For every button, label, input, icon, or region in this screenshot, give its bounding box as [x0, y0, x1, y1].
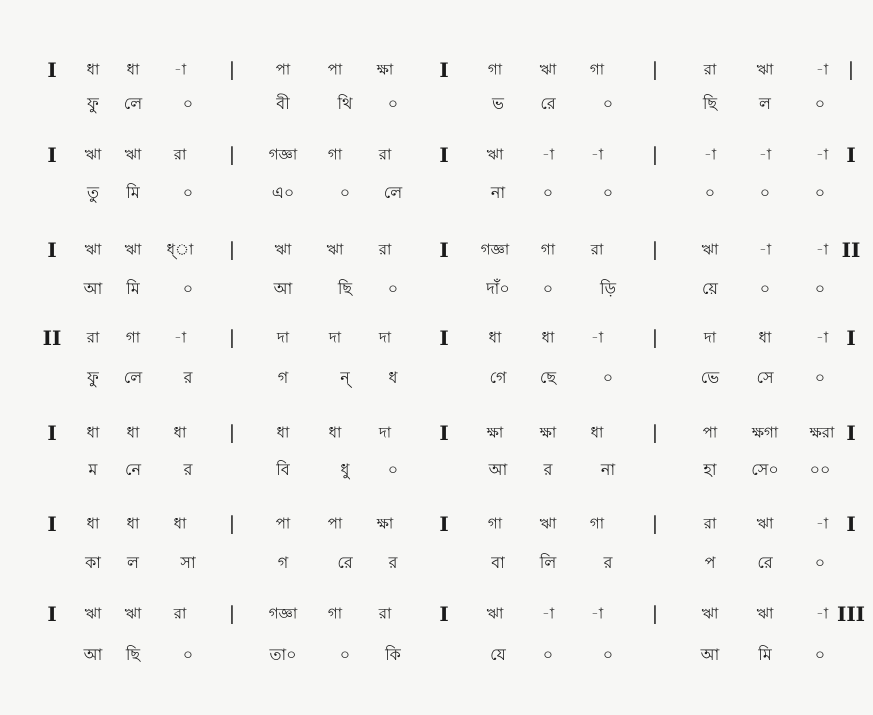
note-cell: ঋা	[701, 604, 719, 623]
lyric-syllable: তা০	[269, 645, 297, 664]
bar-line: |	[228, 143, 236, 166]
lyric-syllable: ০	[387, 279, 399, 298]
bar-line: I	[47, 512, 57, 536]
note-cell: -া	[590, 604, 604, 623]
lyric-syllable: ০	[182, 94, 194, 113]
bar-line: I	[47, 238, 57, 262]
lyric-syllable: ০	[339, 183, 351, 202]
note-cell: -া	[815, 145, 829, 164]
note-cell: ঋা	[756, 514, 774, 533]
note-cell: গজ্ঞা	[268, 145, 298, 164]
lyric-syllable: আ	[488, 460, 508, 479]
lyric-syllable: না	[600, 460, 616, 479]
note-cell: ক্ষা	[376, 60, 394, 79]
note-cell: -া	[815, 604, 829, 623]
lyric-syllable: ০	[542, 645, 554, 664]
bar-line: I	[846, 143, 856, 167]
bar-line: II	[42, 326, 62, 350]
note-cell: -া	[541, 145, 555, 164]
note-cell: ঋা	[84, 240, 102, 259]
lyric-syllable: ভে	[700, 368, 720, 387]
bar-line: I	[846, 421, 856, 445]
lyric-syllable: ছি	[125, 645, 141, 664]
note-cell: ঋা	[539, 514, 557, 533]
lyric-syllable: সে০	[751, 460, 779, 479]
lyric-syllable: কি	[385, 645, 401, 664]
bar-line: |	[651, 143, 659, 166]
lyric-syllable: ন্	[340, 368, 350, 387]
lyric-syllable: আ	[83, 645, 103, 664]
lyric-syllable: ল	[759, 94, 771, 113]
lyric-syllable: থি	[337, 94, 353, 113]
lyric-syllable: ০	[704, 183, 716, 202]
bar-line: II	[841, 238, 861, 262]
lyric-syllable: ০	[182, 645, 194, 664]
bar-line: |	[228, 602, 236, 625]
bar-line: |	[228, 238, 236, 261]
note-cell: রা	[378, 240, 392, 259]
note-cell: রা	[703, 514, 717, 533]
bar-line: |	[651, 326, 659, 349]
bar-line: I	[439, 326, 449, 350]
lyric-syllable: র	[543, 460, 553, 479]
lyric-syllable: হা	[703, 460, 717, 479]
lyric-syllable: রে	[337, 553, 353, 572]
note-cell: -া	[541, 604, 555, 623]
lyric-syllable: ছি	[702, 94, 718, 113]
lyric-syllable: বী	[276, 94, 290, 113]
lyric-syllable: ০০	[809, 460, 831, 479]
note-cell: -া	[703, 145, 717, 164]
lyric-syllable: ড়ি	[599, 279, 617, 298]
note-cell: গা	[589, 60, 605, 79]
note-cell: ধা	[173, 423, 187, 442]
note-cell: ধা	[126, 60, 140, 79]
lyric-syllable: আ	[273, 279, 293, 298]
bar-line: I	[846, 512, 856, 536]
lyric-syllable: ০	[814, 553, 826, 572]
lyric-syllable: সে	[756, 368, 774, 387]
note-cell: ঋা	[84, 145, 102, 164]
bar-line: |	[228, 326, 236, 349]
lyric-syllable: গে	[489, 368, 507, 387]
lyric-syllable: ০	[387, 460, 399, 479]
note-cell: ধা	[488, 328, 502, 347]
note-cell: -া	[173, 60, 187, 79]
bar-line: |	[651, 602, 659, 625]
note-cell: ধা	[126, 423, 140, 442]
note-cell: রা	[86, 328, 100, 347]
lyric-syllable: ০	[182, 183, 194, 202]
note-cell: -া	[815, 514, 829, 533]
note-cell: পা	[702, 423, 718, 442]
note-cell: -া	[815, 60, 829, 79]
lyric-syllable: কা	[85, 553, 101, 572]
lyric-syllable: ০	[814, 645, 826, 664]
bar-line: I	[47, 143, 57, 167]
bar-line: I	[439, 143, 449, 167]
note-cell: ধা	[276, 423, 290, 442]
note-cell: গা	[487, 514, 503, 533]
note-cell: ক্ষা	[539, 423, 557, 442]
lyric-syllable: মি	[126, 279, 140, 298]
note-cell: ক্ষা	[376, 514, 394, 533]
lyric-syllable: তু	[86, 183, 100, 202]
note-cell: পা	[327, 60, 343, 79]
lyric-syllable: ০	[814, 279, 826, 298]
bar-line: |	[228, 512, 236, 535]
note-cell: ঋা	[486, 145, 504, 164]
lyric-syllable: ০	[542, 183, 554, 202]
lyric-syllable: ম	[88, 460, 98, 479]
lyric-syllable: ০	[182, 279, 194, 298]
bar-line: |	[651, 58, 659, 81]
note-cell: ঋা	[84, 604, 102, 623]
lyric-syllable: ০	[542, 279, 554, 298]
note-cell: পা	[327, 514, 343, 533]
lyric-syllable: যে	[490, 645, 506, 664]
bar-line: |	[228, 58, 236, 81]
note-cell: ঋা	[701, 240, 719, 259]
note-cell: গা	[125, 328, 141, 347]
lyric-syllable: ০	[759, 279, 771, 298]
lyric-syllable: ০	[814, 183, 826, 202]
bar-line: |	[651, 421, 659, 444]
note-cell: ঋা	[756, 604, 774, 623]
lyric-syllable: লে	[123, 94, 143, 113]
lyric-syllable: ০	[814, 94, 826, 113]
lyric-syllable: ছে	[539, 368, 557, 387]
lyric-syllable: ০	[602, 94, 614, 113]
lyric-syllable: র	[388, 553, 398, 572]
note-cell: রা	[378, 145, 392, 164]
note-cell: ধা	[590, 423, 604, 442]
lyric-syllable: র	[603, 553, 613, 572]
lyric-syllable: লি	[539, 553, 557, 572]
note-cell: ধা	[328, 423, 342, 442]
lyric-syllable: ০	[387, 94, 399, 113]
note-cell: ধা	[86, 514, 100, 533]
note-cell: ঋা	[274, 240, 292, 259]
lyric-syllable: প	[704, 553, 716, 572]
note-cell: ক্ষা	[486, 423, 504, 442]
note-cell: ক্ষরা	[809, 423, 835, 442]
note-cell: গা	[589, 514, 605, 533]
note-cell: ঋা	[124, 240, 142, 259]
note-cell: ধা	[86, 60, 100, 79]
lyric-syllable: য়ে	[702, 279, 718, 298]
note-cell: ঋা	[539, 60, 557, 79]
lyric-syllable: লে	[123, 368, 143, 387]
lyric-syllable: ০	[602, 645, 614, 664]
note-cell: ক্ষগা	[751, 423, 779, 442]
lyric-syllable: বি	[276, 460, 290, 479]
lyric-syllable: আ	[83, 279, 103, 298]
lyric-syllable: আ	[700, 645, 720, 664]
note-cell: -া	[173, 328, 187, 347]
note-cell: রা	[378, 604, 392, 623]
bar-line: I	[439, 602, 449, 626]
lyric-syllable: ল	[127, 553, 139, 572]
note-cell: দা	[328, 328, 342, 347]
lyric-syllable: ধু	[340, 460, 350, 479]
note-cell: ধ্া	[166, 240, 194, 259]
lyric-syllable: ০	[602, 368, 614, 387]
note-cell: পা	[275, 60, 291, 79]
lyric-syllable: বা	[491, 553, 505, 572]
lyric-syllable: ধ	[388, 368, 398, 387]
lyric-syllable: মি	[758, 645, 772, 664]
note-cell: ধা	[758, 328, 772, 347]
lyric-syllable: র	[183, 460, 193, 479]
lyric-syllable: গ	[277, 368, 289, 387]
note-cell: ঋা	[124, 145, 142, 164]
lyric-syllable: লে	[383, 183, 403, 202]
lyric-syllable: রে	[540, 94, 556, 113]
note-cell: -া	[590, 145, 604, 164]
note-cell: দা	[378, 423, 392, 442]
note-cell: গা	[540, 240, 556, 259]
lyric-syllable: ভ	[492, 94, 504, 113]
note-cell: ঋা	[756, 60, 774, 79]
note-cell: গা	[327, 145, 343, 164]
note-cell: গজ্ঞা	[480, 240, 510, 259]
note-cell: পা	[275, 514, 291, 533]
lyric-syllable: নে	[124, 460, 142, 479]
note-cell: দা	[703, 328, 717, 347]
lyric-syllable: ০	[814, 368, 826, 387]
bar-line: I	[439, 421, 449, 445]
bar-line: I	[47, 602, 57, 626]
bar-line: I	[846, 326, 856, 350]
lyric-syllable: র	[183, 368, 193, 387]
bar-line: I	[439, 238, 449, 262]
note-cell: দা	[378, 328, 392, 347]
note-cell: -া	[815, 240, 829, 259]
note-cell: -া	[815, 328, 829, 347]
note-cell: ঋা	[124, 604, 142, 623]
lyric-syllable: ০	[602, 183, 614, 202]
bar-line: I	[439, 58, 449, 82]
note-cell: ধা	[126, 514, 140, 533]
bar-line: |	[651, 238, 659, 261]
lyric-syllable: ফু	[87, 368, 99, 387]
note-cell: -া	[758, 240, 772, 259]
note-cell: দা	[276, 328, 290, 347]
note-cell: গজ্ঞা	[268, 604, 298, 623]
bar-line: I	[47, 58, 57, 82]
note-cell: গা	[327, 604, 343, 623]
lyric-syllable: এ০	[271, 183, 295, 202]
lyric-syllable: দাঁ০	[486, 279, 510, 298]
note-cell: ঋা	[486, 604, 504, 623]
note-cell: -া	[758, 145, 772, 164]
lyric-syllable: মি	[126, 183, 140, 202]
note-cell: রা	[173, 145, 187, 164]
bar-line: |	[228, 421, 236, 444]
note-cell: রা	[173, 604, 187, 623]
lyric-syllable: গ	[277, 553, 289, 572]
note-cell: গা	[487, 60, 503, 79]
bar-line: III	[836, 602, 866, 626]
note-cell: রা	[590, 240, 604, 259]
lyric-syllable: না	[490, 183, 506, 202]
note-cell: -া	[590, 328, 604, 347]
lyric-syllable: রে	[757, 553, 773, 572]
note-cell: ধা	[86, 423, 100, 442]
bar-line: |	[847, 58, 855, 81]
lyric-syllable: ০	[759, 183, 771, 202]
note-cell: ধা	[541, 328, 555, 347]
lyric-syllable: ০	[339, 645, 351, 664]
note-cell: ধা	[173, 514, 187, 533]
bar-line: |	[651, 512, 659, 535]
lyric-syllable: ছি	[337, 279, 353, 298]
lyric-syllable: সা	[180, 553, 196, 572]
bar-line: I	[439, 512, 449, 536]
bar-line: I	[47, 421, 57, 445]
lyric-syllable: ফু	[87, 94, 99, 113]
note-cell: ঋা	[326, 240, 344, 259]
note-cell: রা	[703, 60, 717, 79]
